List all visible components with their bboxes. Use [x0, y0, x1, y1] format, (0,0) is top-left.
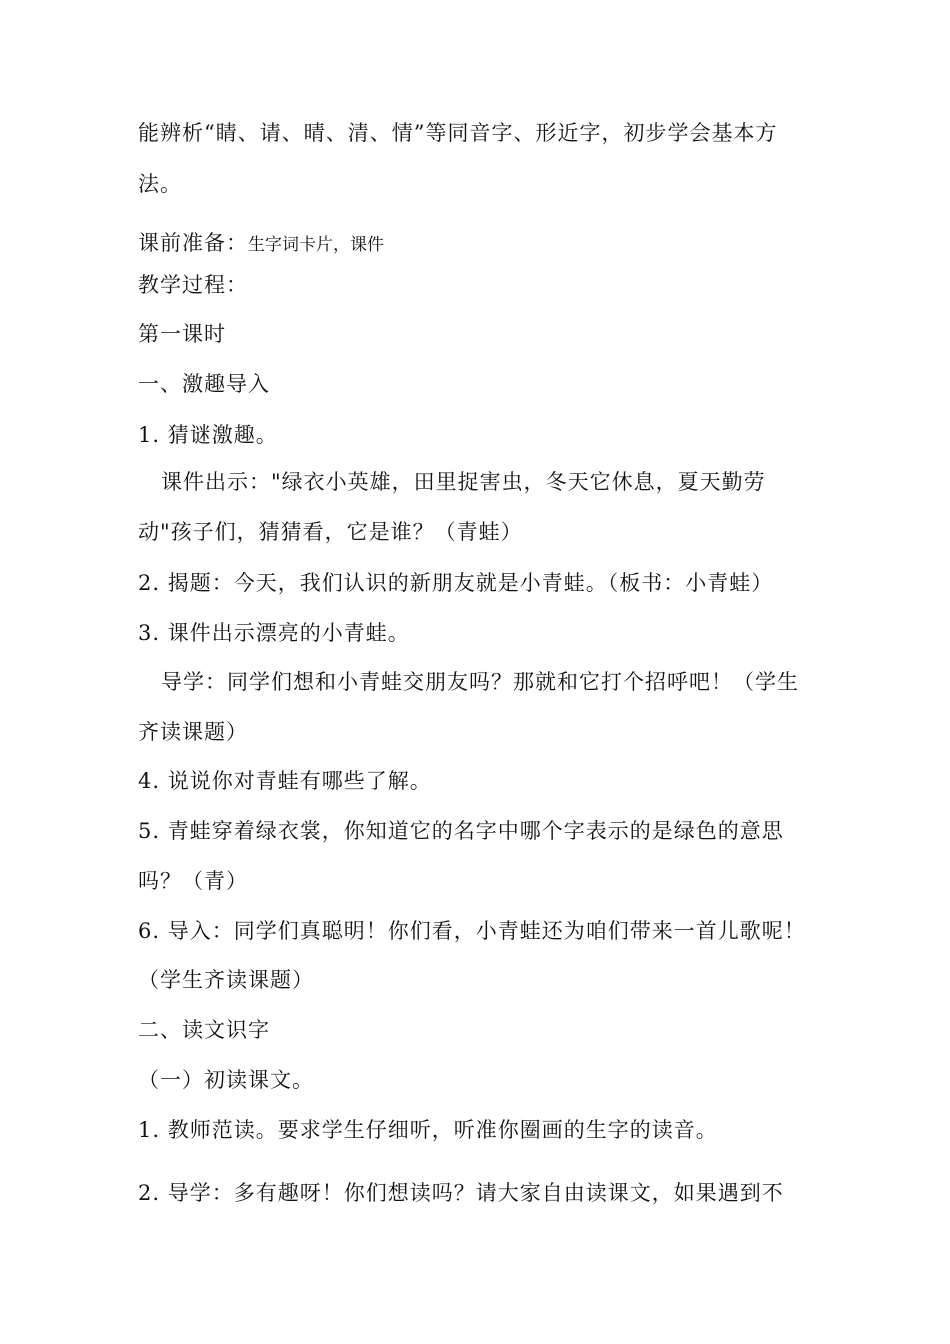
section-heading: 二、读文识字 — [138, 1018, 270, 1042]
prep-value: 生字词卡片，课件 — [248, 235, 384, 255]
text-line: 齐读课题） — [138, 720, 248, 744]
prep-label: 课前准备： — [138, 231, 248, 255]
text-line: 能辨析“睛、请、晴、清、情”等同音字、形近字，初步学会基本方 — [138, 121, 778, 145]
text-line: 5. 青蛙穿着绿衣裳，你知道它的名字中哪个字表示的是绿色的意思 — [138, 819, 784, 843]
text-line: 3. 课件出示漂亮的小青蛙。 — [138, 621, 410, 645]
text-line: 2. 揭题：今天，我们认识的新朋友就是小青蛙。（板书：小青蛙） — [138, 571, 774, 595]
text-line: 一、激趣导入 — [138, 372, 270, 396]
text-line: 1. 教师范读。要求学生仔细听，听准你圈画的生字的读音。 — [138, 1118, 718, 1142]
text-line: 课件出示："绿衣小英雄，田里捉害虫，冬天它休息，夏天勤劳 — [138, 470, 766, 494]
text-line: 动"孩子们，猜猜看，它是谁？（青蛙） — [138, 520, 523, 544]
text-line: 法。 — [138, 172, 182, 196]
text-line: （一）初读课文。 — [138, 1068, 314, 1092]
text-line: 第一课时 — [138, 322, 226, 346]
text-line — [138, 230, 384, 258]
text-line: 2. 导学：多有趣呀！你们想读吗？请大家自由读课文，如果遇到不 — [138, 1181, 784, 1205]
text-line: 导学：同学们想和小青蛙交朋友吗？那就和它打个招呼吧！（学生 — [138, 670, 800, 694]
text-line: 教学过程： — [138, 273, 248, 297]
text-line: 4. 说说你对青蛙有哪些了解。 — [138, 769, 432, 793]
text-line: 吗？（青） — [138, 869, 248, 893]
text-line: （学生齐读课题） — [138, 968, 314, 992]
text-line: 6. 导入：同学们真聪明！你们看，小青蛙还为咱们带来一首儿歌呢！ — [138, 919, 806, 943]
text-line: 1. 猜谜激趣。 — [138, 423, 278, 447]
